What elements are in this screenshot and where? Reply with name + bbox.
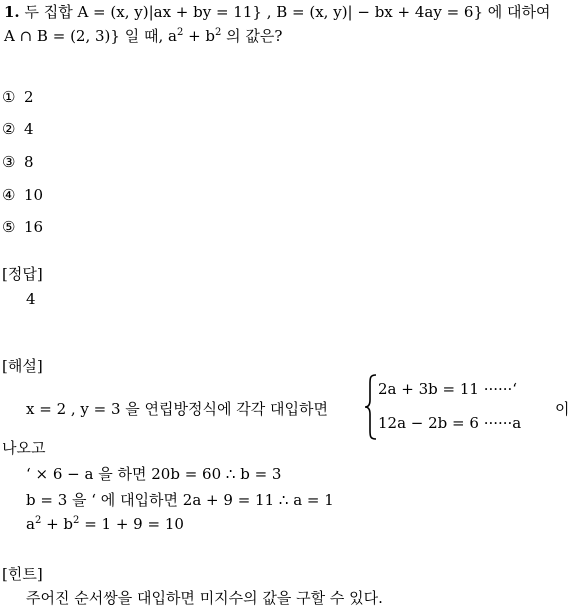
explanation-cont: 나오고: [2, 439, 46, 457]
question-number: 1.: [4, 3, 20, 21]
question-text-1: 두 집합 A = (x, y)|ax + by = 11} , B = (x, y)| − bx + 4ay = 6} 에 대하여: [24, 3, 551, 21]
equation-system: [364, 374, 554, 440]
question-line-2: [4, 26, 282, 46]
choice-5[interactable]: [2, 218, 43, 236]
step3-part: = 1 + 9 = 10: [79, 515, 184, 533]
answer-value: 4: [26, 290, 36, 308]
choice-mark: ②: [2, 120, 16, 138]
choice-value: 4: [24, 120, 34, 138]
choice-value: 10: [24, 186, 44, 204]
choice-value: 2: [24, 88, 34, 106]
exponent: 2: [215, 27, 222, 38]
equation-row-1: 2a + 3b = 11 ······‘: [378, 380, 518, 398]
choice-mark: ④: [2, 186, 16, 204]
choice-mark: ③: [2, 153, 16, 171]
choice-3[interactable]: [2, 153, 34, 171]
explanation-trail: 이: [555, 400, 570, 418]
hint-label: [힌트]: [2, 565, 43, 583]
question-text-2c: 의 값은?: [221, 27, 283, 45]
explanation-step-2: b = 3 을 ‘ 에 대입하면 2a + 9 = 11 ∴ a = 1: [26, 491, 334, 509]
step3-part: a: [26, 515, 35, 533]
exponent: 2: [73, 515, 80, 526]
choice-1[interactable]: [2, 88, 34, 106]
choice-mark: ①: [2, 88, 16, 106]
choice-value: 8: [24, 153, 34, 171]
explanation-intro: x = 2 , y = 3 을 연립방정식에 각각 대입하면: [26, 400, 328, 418]
question-text-2a: A ∩ B = (2, 3)} 일 때, a: [4, 27, 177, 45]
choice-value: 16: [24, 218, 44, 236]
explanation-step-1: ‘ × 6 − a 을 하면 20b = 60 ∴ b = 3: [26, 465, 282, 483]
equation-row-2: 12a − 2b = 6 ······a: [378, 414, 522, 432]
exponent: 2: [176, 27, 184, 38]
exponent: 2: [34, 515, 42, 526]
choice-4[interactable]: [2, 186, 43, 204]
question-text-2b: + b: [183, 27, 216, 45]
choice-mark: ⑤: [2, 218, 16, 236]
explanation-label: [해설]: [2, 357, 43, 375]
explanation-step-3: [26, 515, 184, 533]
step3-part: + b: [41, 515, 74, 533]
answer-label: [정답]: [2, 265, 43, 283]
choice-2[interactable]: [2, 120, 34, 138]
hint-text: 주어진 순서쌍을 대입하면 미지수의 값을 구할 수 있다.: [26, 589, 383, 607]
question-line-1: [4, 2, 551, 22]
left-brace-icon: [364, 374, 378, 440]
